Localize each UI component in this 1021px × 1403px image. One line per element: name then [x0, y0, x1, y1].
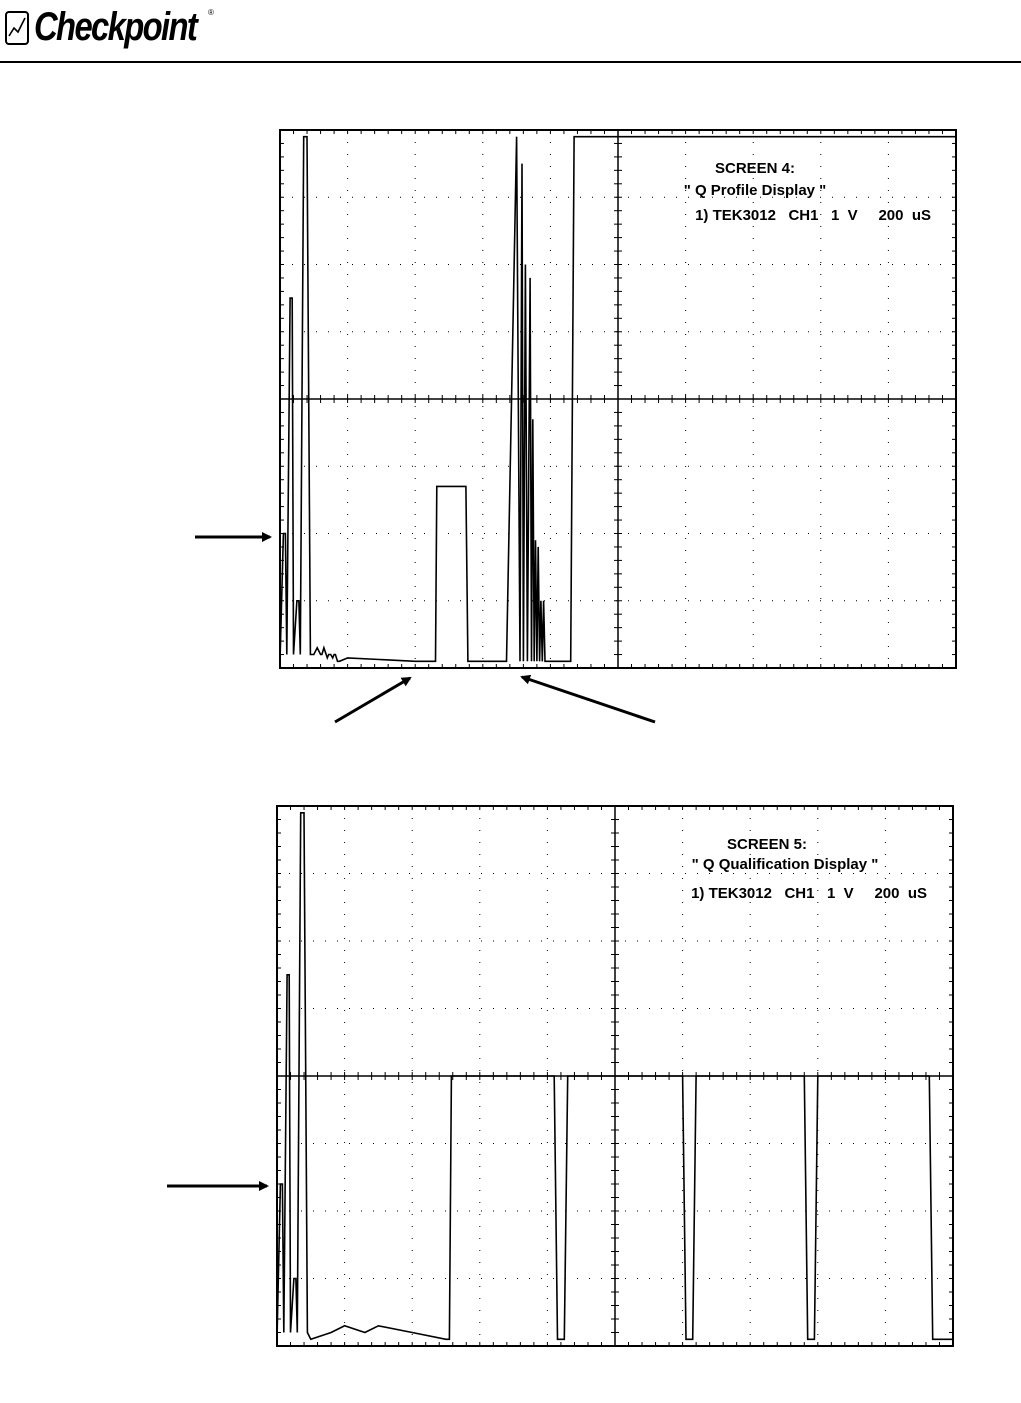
- scope-channel-info: 1) TEK3012 CH1 1 V 200 uS: [695, 207, 931, 224]
- arrow-screen4-bottom-right: [522, 677, 655, 722]
- trademark-symbol: ®: [208, 8, 214, 17]
- brand-name: Checkpoint: [34, 5, 197, 49]
- scope-channel-info: 1) TEK3012 CH1 1 V 200 uS: [691, 885, 927, 902]
- scope-title: SCREEN 4:: [714, 160, 796, 177]
- scope-subtitle: " Q Qualification Display ": [691, 856, 879, 873]
- scope-title: SCREEN 5:: [726, 836, 808, 853]
- arrow-screen4-bottom-left: [335, 678, 410, 722]
- scope-subtitle: " Q Profile Display ": [683, 182, 827, 199]
